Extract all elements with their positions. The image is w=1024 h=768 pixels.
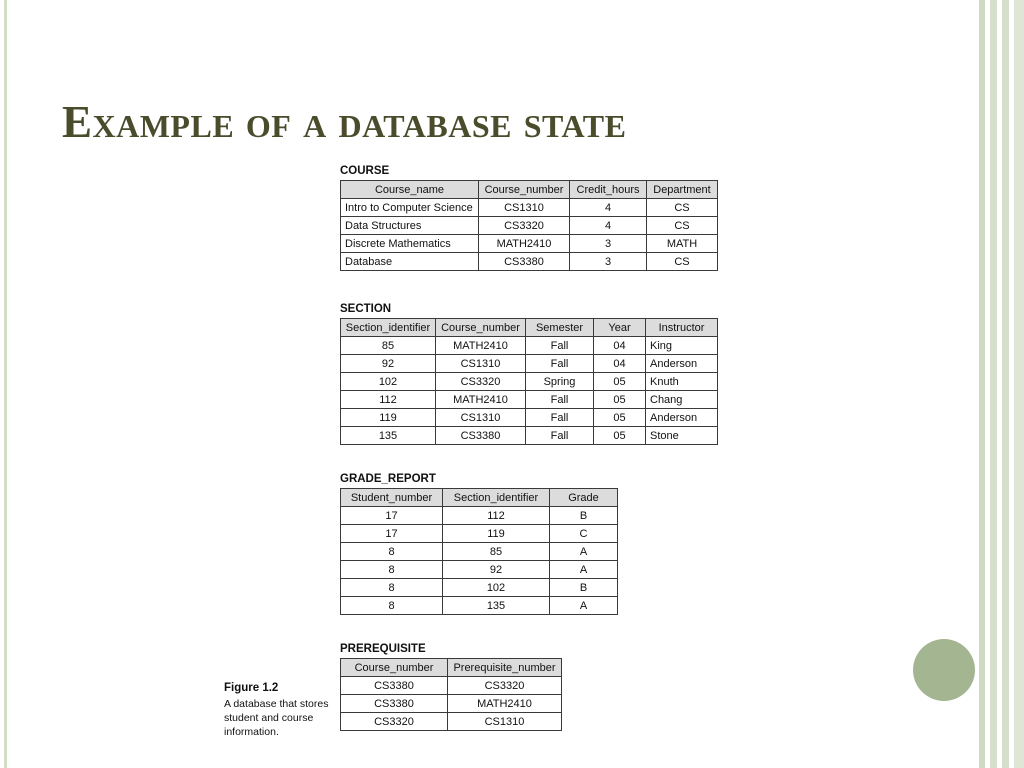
table-cell: 135 (443, 597, 550, 615)
table-cell: Stone (646, 427, 718, 445)
table-cell: 85 (443, 543, 550, 561)
table-row (341, 391, 718, 409)
table-row (341, 355, 718, 373)
column-header: Credit_hours (570, 181, 647, 199)
table-cell: Anderson (646, 355, 718, 373)
table-cell: Knuth (646, 373, 718, 391)
table-cell: CS (647, 199, 718, 217)
table-cell: CS1310 (479, 199, 570, 217)
table-cell: 8 (341, 543, 443, 561)
table-cell: 04 (594, 355, 646, 373)
table-cell: CS1310 (436, 355, 526, 373)
table-row (341, 253, 718, 271)
frame-stripe (1014, 0, 1024, 768)
table-row (341, 507, 618, 525)
table-cell: 8 (341, 597, 443, 615)
table-cell: CS1310 (436, 409, 526, 427)
course-table-label: COURSE (340, 165, 390, 177)
column-header: Prerequisite_number (448, 659, 562, 677)
table-cell: 05 (594, 373, 646, 391)
table-cell: 135 (341, 427, 436, 445)
table-cell: 119 (443, 525, 550, 543)
table-cell: Fall (526, 409, 594, 427)
table-cell: 05 (594, 391, 646, 409)
table-row (341, 525, 618, 543)
grade-report-table-label: GRADE_REPORT (340, 473, 436, 485)
table-cell: King (646, 337, 718, 355)
table-cell: 05 (594, 427, 646, 445)
table-cell: 4 (570, 199, 647, 217)
table-cell: Fall (526, 337, 594, 355)
table-cell: CS3380 (479, 253, 570, 271)
table-cell: CS (647, 217, 718, 235)
table-cell: CS (647, 253, 718, 271)
table-cell: MATH2410 (448, 695, 562, 713)
table-header-row (341, 319, 718, 337)
table-row (341, 561, 618, 579)
frame-stripe (990, 0, 997, 768)
table-row (341, 597, 618, 615)
table-cell: Intro to Computer Science (341, 199, 479, 217)
prerequisite-table-label: PREREQUISITE (340, 643, 426, 655)
table-cell: Fall (526, 391, 594, 409)
table-cell: Fall (526, 427, 594, 445)
course-table (340, 180, 718, 271)
table-cell: Anderson (646, 409, 718, 427)
column-header: Year (594, 319, 646, 337)
column-header: Course_number (436, 319, 526, 337)
table-row (341, 373, 718, 391)
table-cell: CS3380 (436, 427, 526, 445)
column-header: Instructor (646, 319, 718, 337)
table-row (341, 235, 718, 253)
table-cell: Data Structures (341, 217, 479, 235)
frame-stripe (1002, 0, 1009, 768)
column-header: Student_number (341, 489, 443, 507)
table-cell: 119 (341, 409, 436, 427)
table-cell: 04 (594, 337, 646, 355)
table-header-row (341, 181, 718, 199)
table-row (341, 695, 562, 713)
column-header: Section_identifier (443, 489, 550, 507)
table-row (341, 409, 718, 427)
section-table (340, 318, 718, 445)
table-cell: Spring (526, 373, 594, 391)
column-header: Course_number (479, 181, 570, 199)
table-row (341, 199, 718, 217)
table-row (341, 713, 562, 731)
table-row (341, 337, 718, 355)
table-cell: A (550, 561, 618, 579)
table-cell: 112 (341, 391, 436, 409)
table-row (341, 543, 618, 561)
table-cell: Fall (526, 355, 594, 373)
table-cell: 4 (570, 217, 647, 235)
prerequisite-table (340, 658, 562, 731)
table-cell: 92 (341, 355, 436, 373)
figure-caption: A database that stores student and course information. (224, 698, 329, 738)
table-cell: 17 (341, 507, 443, 525)
table-cell: 112 (443, 507, 550, 525)
slide-title: Example of a database state (62, 97, 627, 147)
left-frame-line (4, 0, 7, 768)
decorative-circle (913, 639, 975, 701)
table-cell: 92 (443, 561, 550, 579)
column-header: Grade (550, 489, 618, 507)
table-cell: CS3320 (448, 677, 562, 695)
table-cell: MATH2410 (436, 391, 526, 409)
table-cell: 3 (570, 235, 647, 253)
section-table-label: SECTION (340, 303, 392, 315)
table-cell: 85 (341, 337, 436, 355)
frame-stripe (979, 0, 985, 768)
table-cell: 102 (443, 579, 550, 597)
table-cell: Chang (646, 391, 718, 409)
column-header: Semester (526, 319, 594, 337)
column-header: Section_identifier (341, 319, 436, 337)
figure-label: Figure 1.2 (224, 682, 279, 694)
column-header: Course_number (341, 659, 448, 677)
table-cell: CS3380 (341, 677, 448, 695)
table-cell: CS3320 (341, 713, 448, 731)
table-cell: 17 (341, 525, 443, 543)
table-cell: MATH (647, 235, 718, 253)
table-cell: MATH2410 (436, 337, 526, 355)
table-cell: CS3320 (436, 373, 526, 391)
table-cell: B (550, 579, 618, 597)
table-cell: 8 (341, 561, 443, 579)
table-row (341, 579, 618, 597)
table-cell: 3 (570, 253, 647, 271)
table-cell: 05 (594, 409, 646, 427)
table-row (341, 677, 562, 695)
table-cell: A (550, 543, 618, 561)
table-cell: CS1310 (448, 713, 562, 731)
table-header-row (341, 489, 618, 507)
table-cell: Database (341, 253, 479, 271)
table-cell: CS3320 (479, 217, 570, 235)
grade-report-table (340, 488, 618, 615)
table-cell: B (550, 507, 618, 525)
table-header-row (341, 659, 562, 677)
column-header: Course_name (341, 181, 479, 199)
table-cell: CS3380 (341, 695, 448, 713)
table-cell: 8 (341, 579, 443, 597)
column-header: Department (647, 181, 718, 199)
table-cell: 102 (341, 373, 436, 391)
table-row (341, 217, 718, 235)
table-cell: A (550, 597, 618, 615)
table-row (341, 427, 718, 445)
table-cell: Discrete Mathematics (341, 235, 479, 253)
table-cell: C (550, 525, 618, 543)
table-cell: MATH2410 (479, 235, 570, 253)
